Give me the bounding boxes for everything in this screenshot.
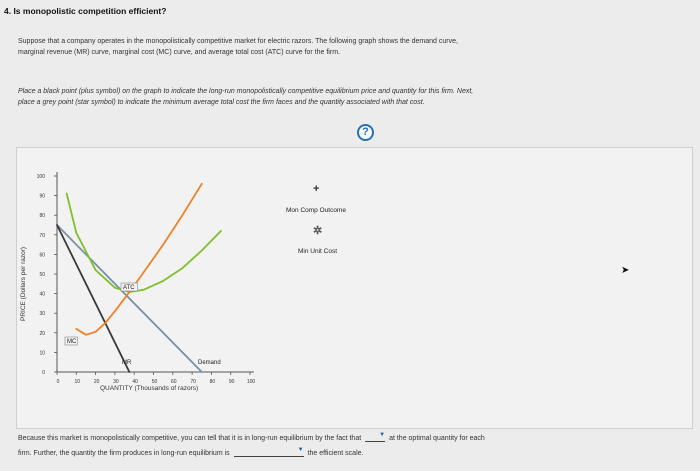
mc-curve bbox=[76, 184, 202, 335]
plus-icon[interactable]: + bbox=[313, 183, 320, 195]
y-tick-label: 0 bbox=[42, 370, 45, 376]
x-tick-label: 0 bbox=[56, 379, 60, 385]
x-tick-label: 10 bbox=[74, 379, 81, 385]
description-line: Suppose that a company operates in the monopolistically competitive market for electric razors. The following graph shows the demand curve, bbox=[18, 38, 458, 45]
x-tick-label: 60 bbox=[171, 379, 177, 385]
y-tick-label: 20 bbox=[39, 330, 45, 337]
instructions-line: place a grey point (star symbol) to indicate the minimum average total cost the firm faces and the quantity associated with that cost. bbox=[18, 99, 425, 106]
answer-line-1 bbox=[18, 433, 485, 442]
answer-text: at the optimal quantity for each bbox=[389, 435, 485, 442]
curve-label-atc: ATC bbox=[123, 285, 135, 291]
question-title: 4. Is monopolistic competition efficient? bbox=[4, 6, 167, 16]
palette-label-mon-comp: Mon Comp Outcome bbox=[286, 207, 346, 214]
curve-label-demand: Demand bbox=[198, 360, 221, 366]
curve-label-mc: MC bbox=[67, 339, 77, 345]
y-tick-label: 60 bbox=[39, 252, 45, 259]
answer-text: firm. Further, the quantity the firm produces in long-run equilibrium is bbox=[18, 450, 230, 457]
x-tick-label: 50 bbox=[151, 379, 158, 385]
dropdown-arrow-icon: ▼ bbox=[297, 447, 304, 453]
star-icon[interactable]: ✲ bbox=[313, 225, 323, 237]
y-tick-label: 100 bbox=[36, 174, 45, 180]
y-tick-label: 30 bbox=[39, 311, 45, 318]
y-tick-label: 50 bbox=[39, 272, 45, 278]
answer-text: the efficient scale. bbox=[307, 450, 364, 457]
dropdown-arrow-icon: ▼ bbox=[379, 432, 386, 438]
y-tick-label: 90 bbox=[39, 193, 45, 200]
x-tick-label: 40 bbox=[132, 379, 138, 385]
x-tick-label: 100 bbox=[246, 379, 256, 385]
x-tick-label: 90 bbox=[228, 379, 235, 385]
y-tick-label: 10 bbox=[39, 350, 45, 357]
x-tick-label: 30 bbox=[113, 379, 119, 385]
x-tick-label: 70 bbox=[190, 379, 196, 385]
dropdown-1[interactable] bbox=[365, 433, 385, 442]
y-axis-label: PRICE (Dollars per razor) bbox=[20, 246, 27, 321]
y-tick-label: 70 bbox=[39, 232, 45, 239]
mr-curve bbox=[57, 225, 129, 372]
cursor-icon: ➤ bbox=[621, 265, 630, 276]
palette-label-min-unit-cost: Min Unit Cost bbox=[298, 248, 338, 255]
instructions-line: Place a black point (plus symbol) on the graph to indicate the long-run monopolistically competitive equilibrium price and quantity for this firm. Next, bbox=[18, 88, 474, 95]
x-axis-label: QUANTITY (Thousands of razors) bbox=[100, 385, 199, 392]
x-tick-label: 80 bbox=[209, 379, 216, 385]
dropdown-2[interactable] bbox=[234, 448, 304, 457]
description-line: marginal revenue (MR) curve, marginal cost (MC) curve, and average total cost (ATC) curve for the firm. bbox=[18, 49, 340, 56]
curve-label-mr: MR bbox=[122, 360, 132, 366]
help-icon[interactable]: ? bbox=[357, 124, 374, 141]
answer-text: Because this market is monopolistically competitive, you can tell that it is in long-run equilibrium by the fact that bbox=[18, 435, 362, 442]
y-tick-label: 80 bbox=[39, 213, 45, 220]
demand-curve bbox=[57, 225, 202, 372]
x-tick-label: 20 bbox=[93, 379, 100, 385]
answer-line-2 bbox=[18, 448, 363, 457]
atc-curve bbox=[67, 194, 221, 292]
y-tick-label: 40 bbox=[39, 291, 45, 298]
